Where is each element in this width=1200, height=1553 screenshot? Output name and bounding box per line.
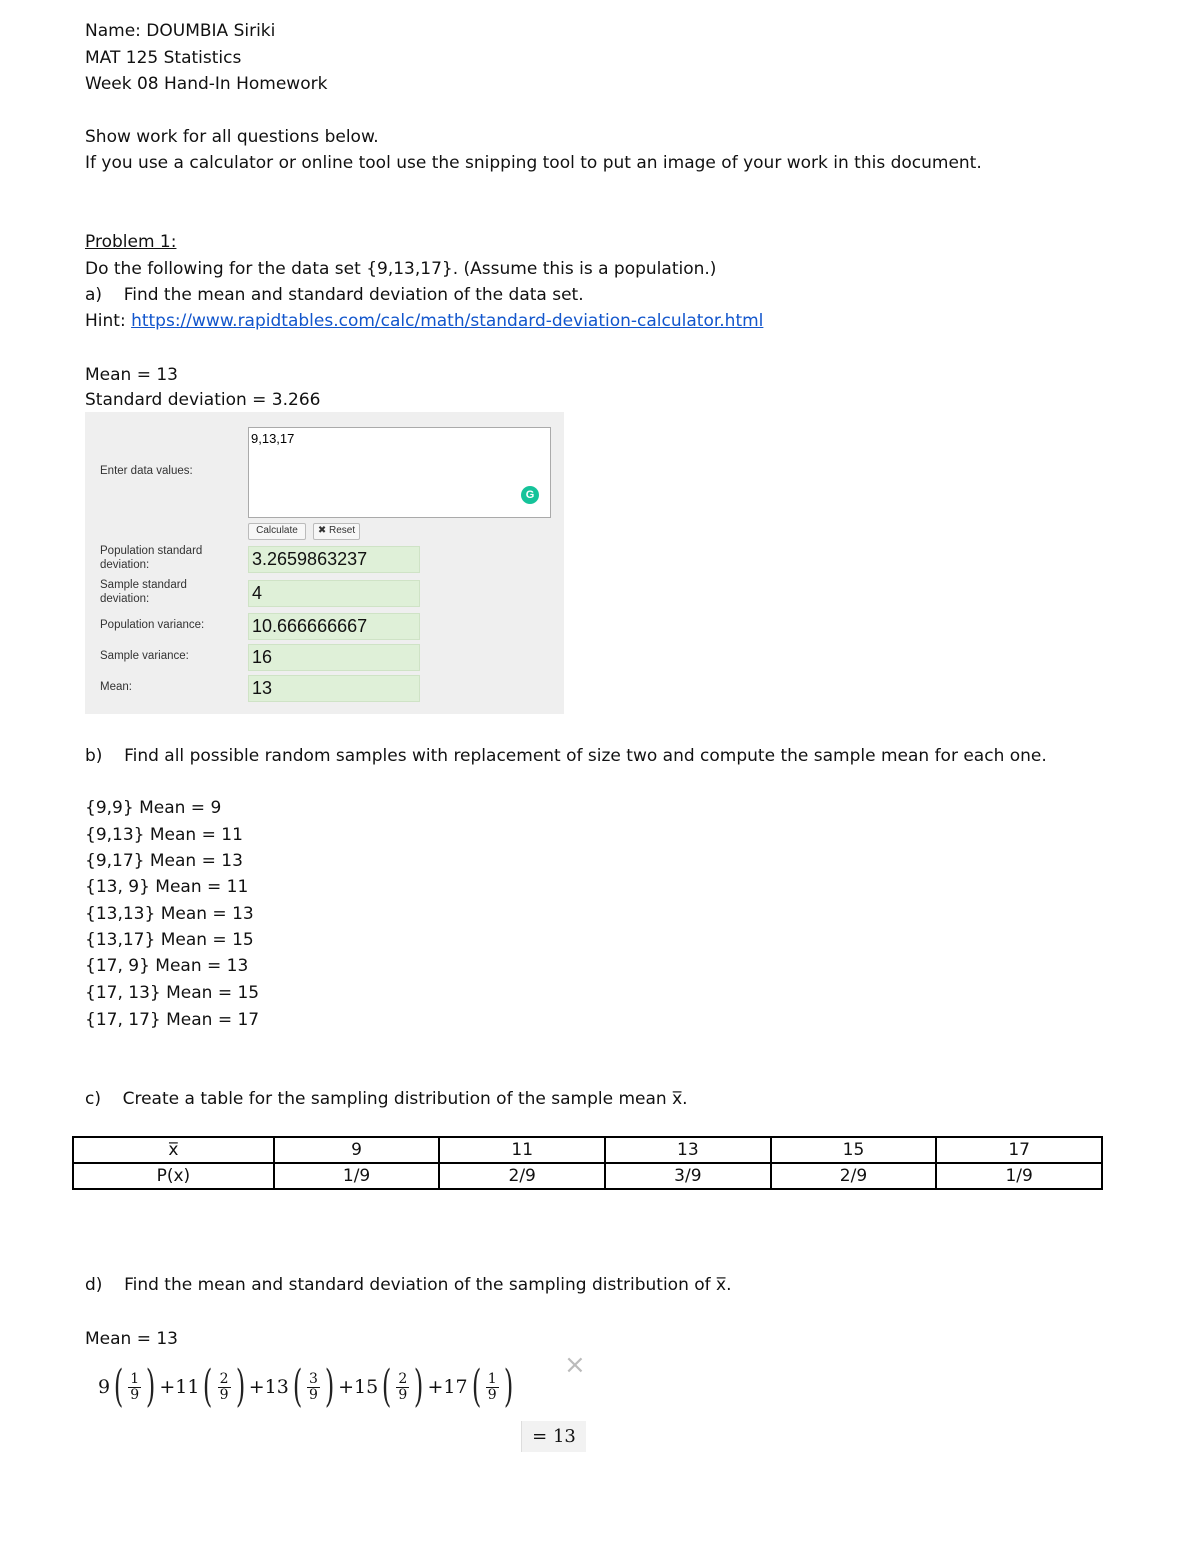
part-c-label: c) — [85, 1089, 101, 1109]
part-d-label: d) — [85, 1275, 103, 1295]
enter-data-label: Enter data values: — [100, 465, 193, 477]
part-c-question — [85, 1088, 688, 1110]
sample-item: {17, 17} Mean = 17 — [85, 1010, 260, 1030]
mean-output: 13 — [248, 675, 420, 702]
sample-sd-label: Sample standard deviation: — [100, 579, 187, 605]
sampling-distribution-table — [72, 1136, 1103, 1190]
table-cell: 2/9 — [439, 1163, 605, 1189]
grammarly-icon[interactable]: G — [521, 486, 539, 504]
table-cell: x̅ — [73, 1137, 274, 1163]
table-cell: 9 — [274, 1137, 440, 1163]
problem-1-intro: Do the following for the data set {9,13,17}. (Assume this is a population.) — [85, 259, 717, 279]
table-cell: 11 — [439, 1137, 605, 1163]
formula-coef: 17 — [443, 1376, 468, 1398]
table-cell: 15 — [771, 1137, 937, 1163]
table-row — [73, 1163, 1102, 1189]
part-a-label: a) — [85, 285, 103, 305]
sample-sd-output: 4 — [248, 580, 420, 607]
formula-result: = 13 — [521, 1421, 586, 1452]
table-cell: 2/9 — [771, 1163, 937, 1189]
pop-variance-output: 10.666666667 — [248, 613, 420, 640]
table-cell: 3/9 — [605, 1163, 771, 1189]
pop-sd-output: 3.2659863237 — [248, 546, 420, 573]
table-cell: 13 — [605, 1137, 771, 1163]
formula-op: + — [248, 1376, 265, 1398]
hint-label: Hint: — [85, 311, 132, 331]
part-c-text: Create a table for the sampling distribution of the sample mean x̅. — [122, 1089, 688, 1109]
formula-fraction: $\frac{1}{9}$ — [487, 1370, 497, 1403]
pop-sd-label: Population standard deviation: — [100, 545, 203, 571]
formula-fraction: $\frac{2}{9}$ — [219, 1370, 229, 1403]
course-title: MAT 125 Statistics — [85, 48, 242, 68]
part-a-question — [85, 284, 584, 306]
table-cell: 1/9 — [936, 1163, 1102, 1189]
student-name: Name: DOUMBIA Siriki — [85, 21, 276, 41]
sample-item: {9,9} Mean = 9 — [85, 798, 222, 818]
instructions-line-1: Show work for all questions below. — [85, 127, 379, 147]
calculator-screenshot — [85, 412, 564, 714]
formula-op: + — [427, 1376, 444, 1398]
pop-variance-label: Population variance: — [100, 619, 205, 631]
reset-button[interactable]: ✖ Reset — [313, 523, 360, 540]
problem-1-title: Problem 1: — [85, 232, 177, 252]
mean-answer-d: Mean = 13 — [85, 1329, 179, 1349]
sample-variance-label: Sample variance: — [100, 650, 189, 662]
part-d-question — [85, 1274, 732, 1296]
sample-item: {13,13} Mean = 13 — [85, 904, 254, 924]
formula-op: + — [338, 1376, 355, 1398]
assignment-title: Week 08 Hand-In Homework — [85, 74, 328, 94]
formula-coef: 11 — [175, 1376, 200, 1398]
part-b-text: Find all possible random samples with replacement of size two and compute the sample mean for each one. — [124, 746, 1047, 766]
hint-link[interactable]: https://www.rapidtables.com/calc/math/standard-deviation-calculator.html — [131, 311, 764, 331]
table-cell: 17 — [936, 1137, 1102, 1163]
sample-item: {9,13} Mean = 11 — [85, 825, 243, 845]
sd-answer: Standard deviation = 3.266 — [85, 390, 321, 410]
part-b-label: b) — [85, 746, 103, 766]
sample-item: {17, 13} Mean = 15 — [85, 983, 260, 1003]
calculate-button[interactable]: Calculate — [248, 523, 306, 540]
formula-coef: 9 — [98, 1376, 111, 1398]
formula-fraction: $\frac{2}{9}$ — [398, 1370, 408, 1403]
formula-fraction: $\frac{3}{9}$ — [309, 1370, 318, 1403]
sample-item: {13, 9} Mean = 11 — [85, 877, 249, 897]
formula-coef: 15 — [354, 1376, 379, 1398]
instructions-line-2: If you use a calculator or online tool use the snipping tool to put an image of your work in this document. — [85, 153, 982, 173]
mean-answer: Mean = 13 — [85, 365, 179, 385]
close-icon[interactable]: × — [564, 1350, 586, 1380]
sample-item: {17, 9} Mean = 13 — [85, 956, 249, 976]
mean-label: Mean: — [100, 681, 132, 693]
formula-op: + — [159, 1376, 176, 1398]
table-cell: P(x) — [73, 1163, 274, 1189]
expected-value-formula: 9 ( $\frac{1}{9}$ ) + 11 ( $\frac{2}{9}$ ) + 13 ( $\frac{3}{9}$ ) + 15 ( $\frac{2}{9}$ ) + 17 ( $\frac{1}{9}$ ) — [98, 1361, 513, 1412]
sample-variance-output: 16 — [248, 644, 420, 671]
part-b-question — [85, 745, 1047, 767]
data-values-input[interactable] — [248, 427, 551, 518]
sample-item: {9,17} Mean = 13 — [85, 851, 243, 871]
hint-line — [85, 310, 763, 332]
table-row — [73, 1137, 1102, 1163]
formula-fraction: $\frac{1}{9}$ — [130, 1370, 140, 1403]
part-a-text: Find the mean and standard deviation of the data set. — [123, 285, 584, 305]
formula-coef: 13 — [264, 1376, 289, 1398]
part-d-text: Find the mean and standard deviation of the sampling distribution of x̅. — [124, 1275, 732, 1295]
table-cell: 1/9 — [274, 1163, 440, 1189]
sample-item: {13,17} Mean = 15 — [85, 930, 254, 950]
